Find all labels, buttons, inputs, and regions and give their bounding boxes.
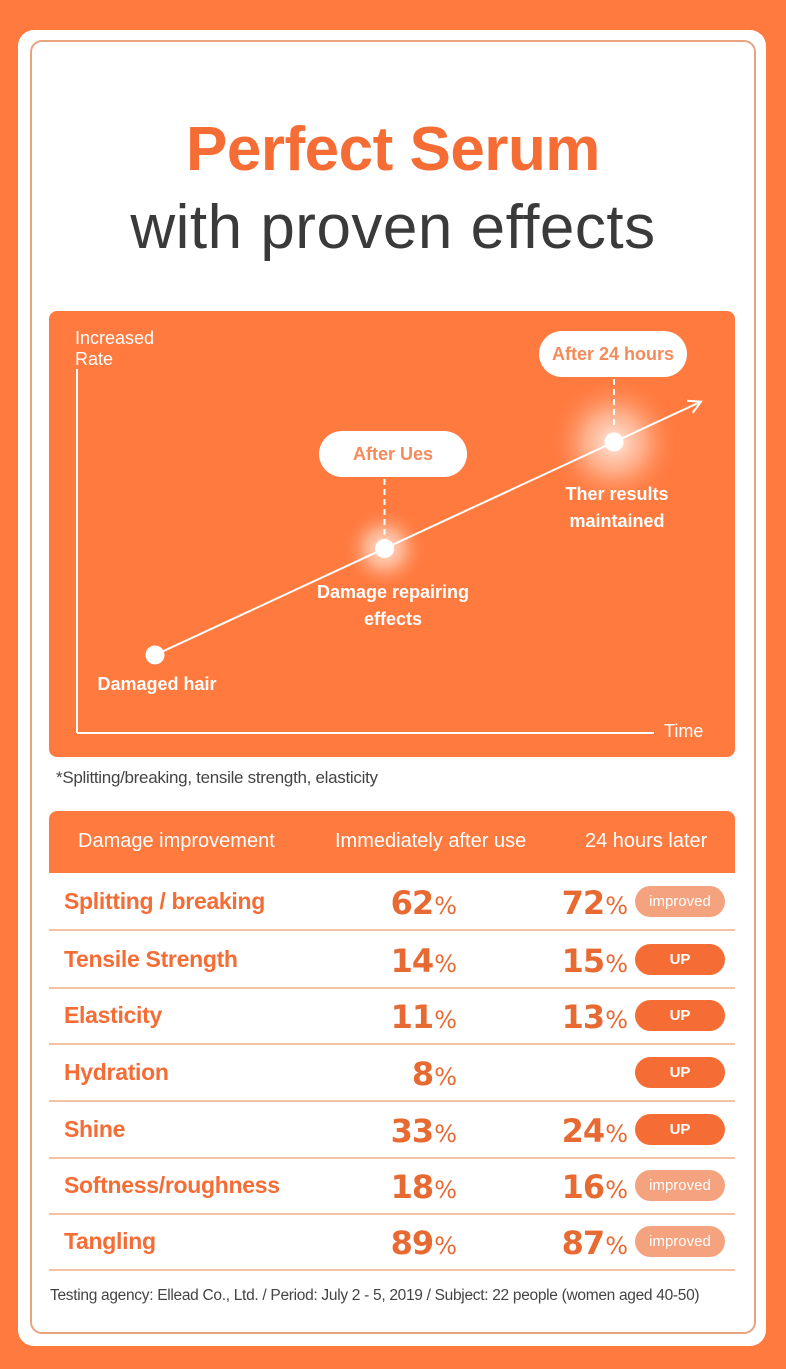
later-value-value: 13 [561, 998, 605, 1036]
immediate-value [336, 884, 456, 922]
immediate-value-value: 11 [390, 998, 434, 1036]
immediate-value [336, 1168, 456, 1206]
title-main: Perfect Serum [186, 115, 600, 184]
up-badge: UP [635, 1114, 725, 1145]
later-value [507, 1112, 627, 1150]
table-row [49, 988, 735, 1045]
header-immediately: Immediately after use [335, 830, 527, 852]
point-label-repairing-line2: effects [363, 609, 423, 629]
y-axis-label-line2: Rate [75, 349, 114, 369]
later-value [507, 998, 627, 1036]
table-row [49, 932, 735, 989]
up-badge: UP [635, 944, 725, 975]
table-row [49, 874, 735, 931]
later-value-percent-sign: % [605, 892, 627, 920]
row-label: Splitting / breaking [64, 888, 266, 914]
immediate-value-value: 8 [411, 1055, 434, 1093]
improved-badge: improved [635, 1170, 725, 1201]
later-value-value: 16 [561, 1168, 605, 1206]
later-value [507, 884, 627, 922]
later-value-percent-sign: % [605, 950, 627, 978]
data-point-2 [375, 539, 394, 558]
later-value-value: 87 [561, 1224, 605, 1262]
immediate-value-percent-sign: % [434, 1063, 456, 1091]
data-point-1 [146, 646, 165, 665]
later-value-percent-sign: % [605, 1120, 627, 1148]
immediate-value-value: 62 [390, 884, 434, 922]
point-label-maintained-line2: maintained [569, 511, 665, 531]
later-value-percent-sign: % [605, 1006, 627, 1034]
point-label-maintained [527, 481, 707, 535]
later-value-value: 72 [561, 884, 605, 922]
immediate-value [336, 1112, 456, 1150]
improved-badge: improved [635, 1226, 725, 1257]
immediate-value-percent-sign: % [434, 1232, 456, 1260]
immediate-value-percent-sign: % [434, 1176, 456, 1204]
source-note: Testing agency: Ellead Co., Ltd. / Period: July 2 - 5, 2019 / Subject: 22 people (women aged 40-50) [50, 1287, 700, 1304]
y-axis-label-line1: Increased [75, 328, 155, 348]
header-damage-improvement: Damage improvement [78, 830, 275, 852]
later-value-percent-sign: % [605, 1232, 627, 1260]
later-value [507, 1224, 627, 1262]
callout-after-use: After Ues [319, 431, 467, 477]
x-axis-label: Time [664, 721, 704, 741]
title-sub: with proven effects [130, 193, 656, 262]
immediate-value-value: 14 [390, 942, 434, 980]
y-axis-label [75, 328, 154, 370]
row-label: Hydration [64, 1059, 169, 1085]
point-label-maintained-line1: Ther results [565, 484, 669, 504]
later-value-value: 15 [561, 942, 605, 980]
immediate-value [336, 1224, 456, 1262]
row-label: Elasticity [64, 1002, 162, 1028]
later-value-percent-sign: % [605, 1176, 627, 1204]
improved-badge: improved [635, 886, 725, 917]
row-label: Softness/roughness [64, 1172, 280, 1198]
immediate-value-value: 33 [390, 1112, 434, 1150]
table-row [49, 1158, 735, 1215]
immediate-value-percent-sign: % [434, 950, 456, 978]
immediate-value-percent-sign: % [434, 1120, 456, 1148]
chart-footnote: *Splitting/breaking, tensile strength, elasticity [56, 768, 378, 787]
later-value [507, 1168, 627, 1206]
table-row [49, 1214, 735, 1271]
up-badge: UP [635, 1057, 725, 1088]
table-row [49, 1102, 735, 1159]
immediate-value [336, 942, 456, 980]
point-label-repairing [293, 579, 493, 633]
up-badge: UP [635, 1000, 725, 1031]
row-label: Shine [64, 1116, 126, 1142]
point-label-repairing-line1: Damage repairing [316, 582, 470, 602]
row-label: Tangling [64, 1228, 156, 1254]
callout-after-24-hours: After 24 hours [539, 331, 687, 377]
immediate-value [336, 998, 456, 1036]
table-row [49, 1045, 735, 1102]
row-label: Tensile Strength [64, 946, 238, 972]
table-header [49, 811, 735, 873]
immediate-value-value: 18 [390, 1168, 434, 1206]
later-value-value: 24 [561, 1112, 605, 1150]
data-point-3 [605, 433, 624, 452]
immediate-value-value: 89 [390, 1224, 434, 1262]
immediate-value [336, 1055, 456, 1093]
header-24-hours: 24 hours later [585, 830, 708, 852]
later-value [507, 942, 627, 980]
point-label-damaged: Damaged hair [97, 674, 217, 694]
immediate-value-percent-sign: % [434, 1006, 456, 1034]
rate-chart [49, 311, 735, 757]
immediate-value-percent-sign: % [434, 892, 456, 920]
